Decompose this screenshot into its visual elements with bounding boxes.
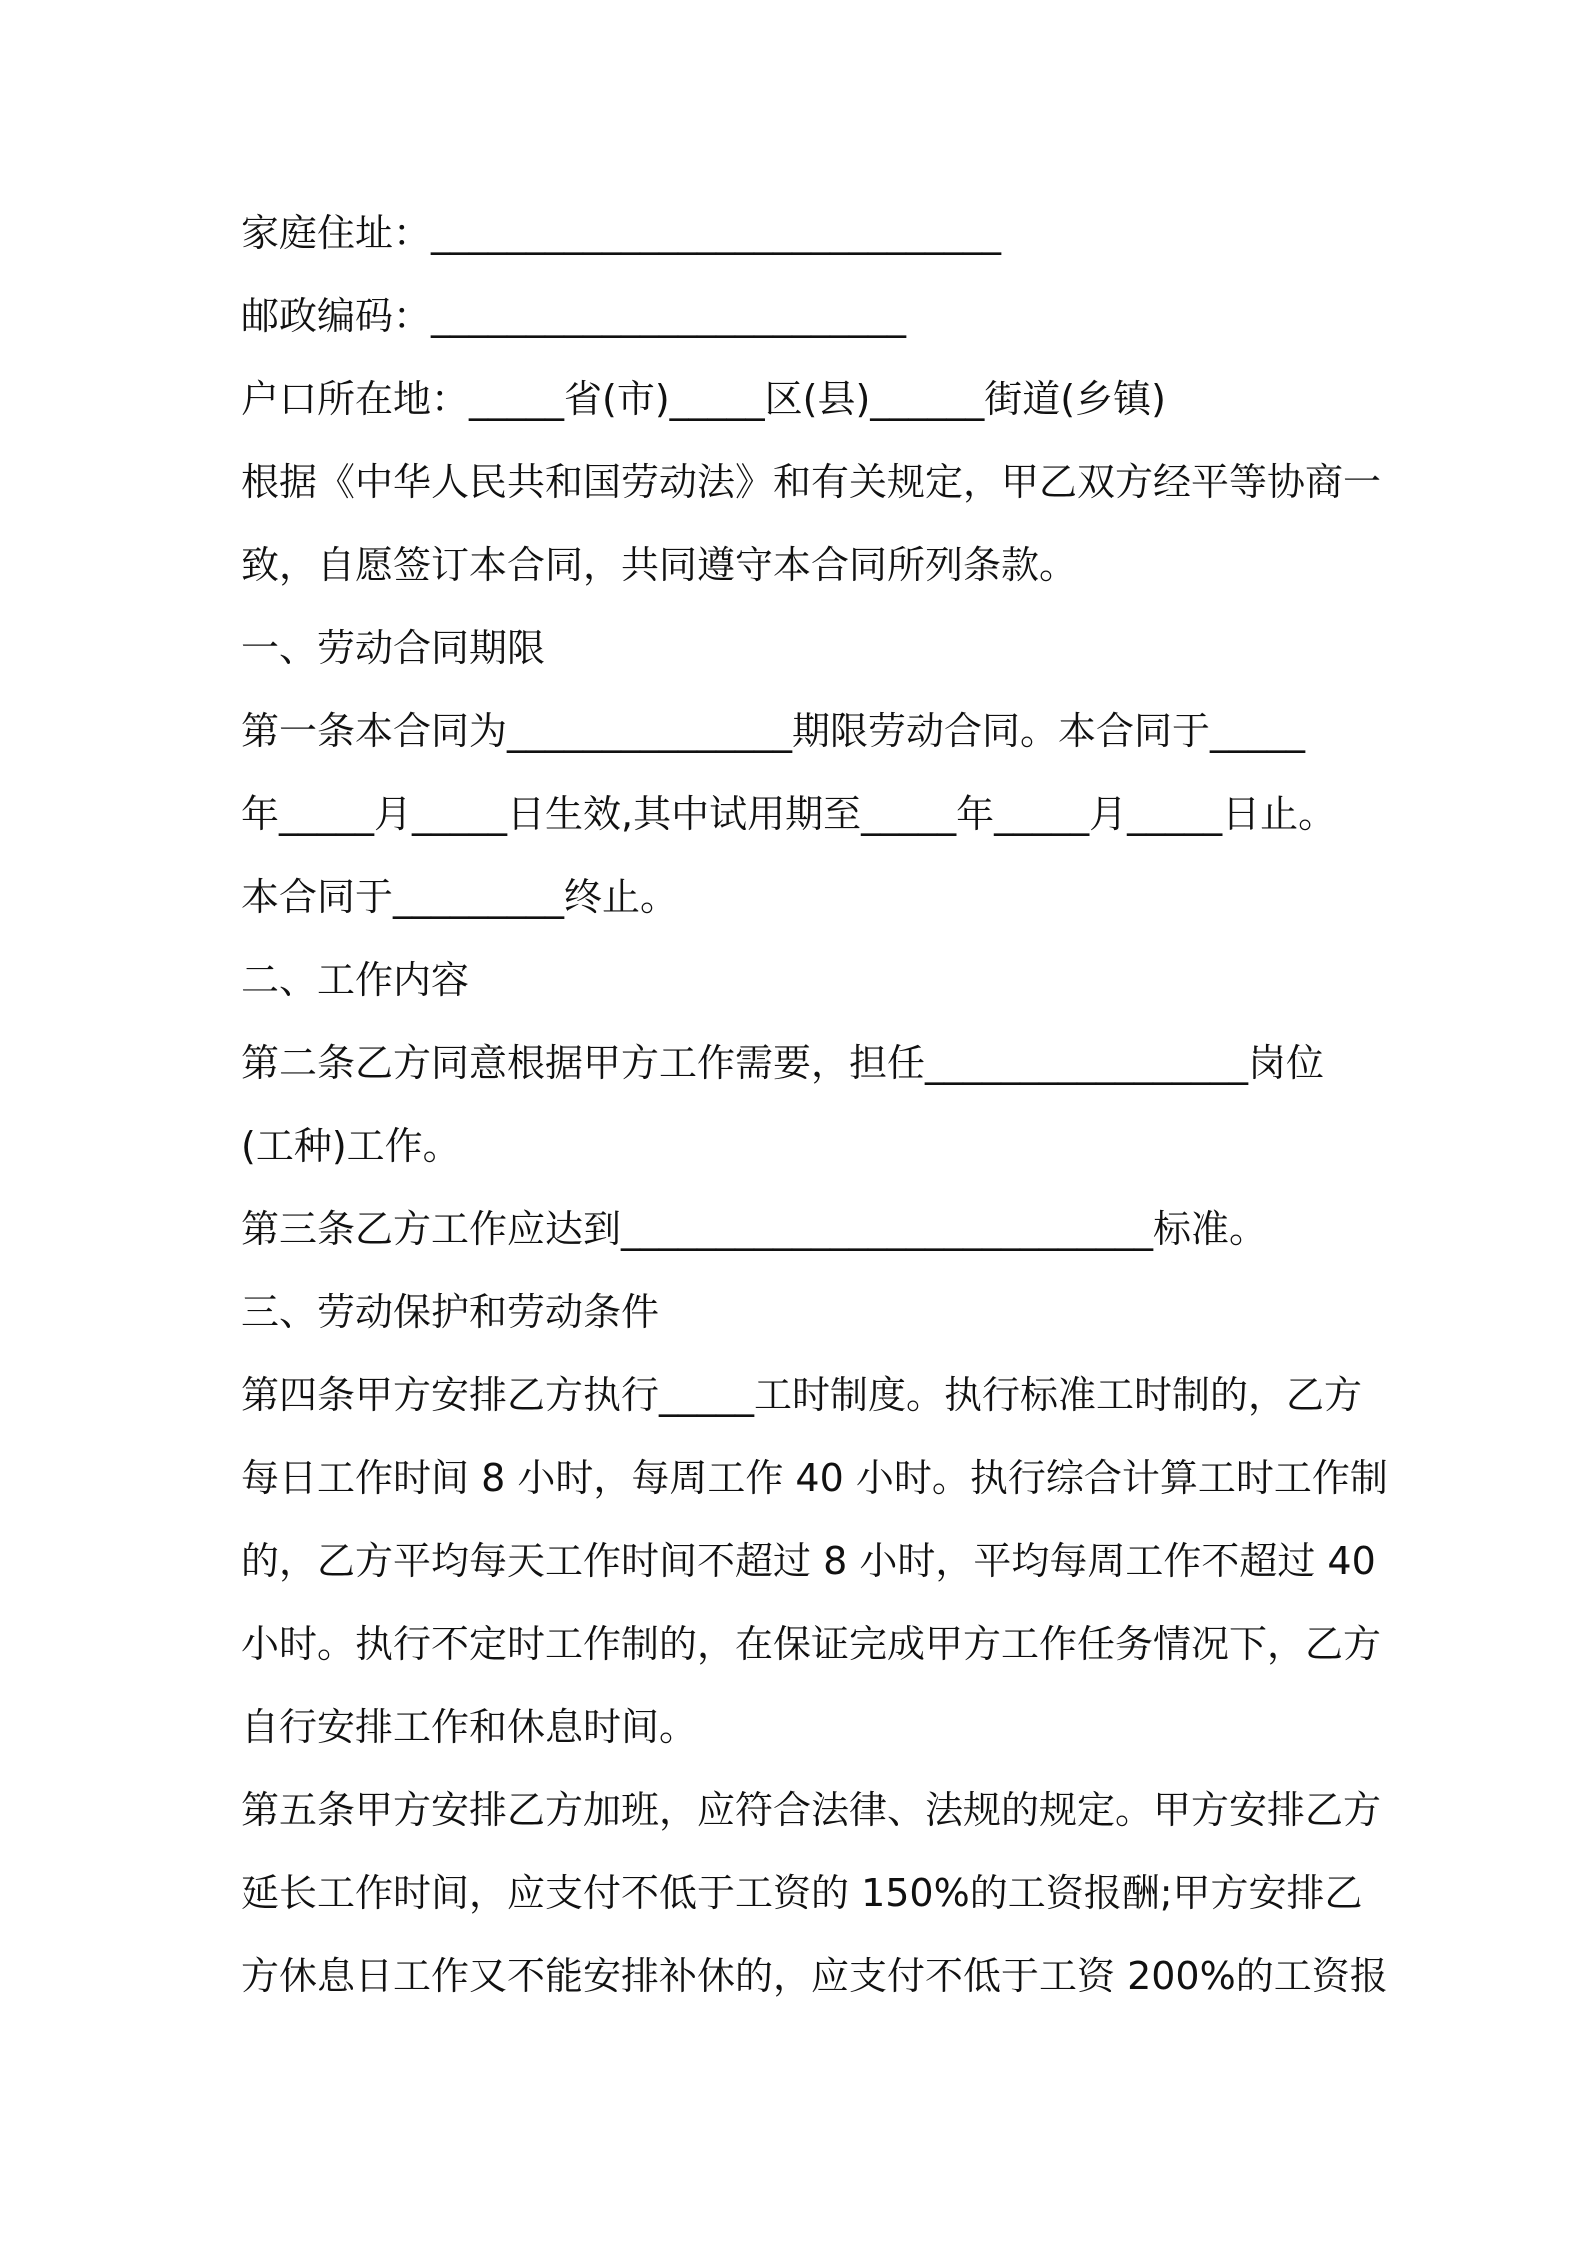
home-address-line: 家庭住址：______________________________	[241, 211, 1002, 255]
article-4-line-3: 的，乙方平均每天工作时间不超过 8 小时，平均每周工作不超过 40	[241, 1539, 1376, 1583]
article-4-line-2: 每日工作时间 8 小时，每周工作 40 小时。执行综合计算工时工作制	[241, 1456, 1388, 1500]
section-heading-3: 三、劳动保护和劳动条件	[241, 1290, 660, 1334]
article-2-line-1: 第二条乙方同意根据甲方工作需要，担任_________________岗位	[241, 1041, 1325, 1085]
article-1-line-3: 本合同于_________终止。	[241, 875, 679, 919]
section-heading-2: 二、工作内容	[241, 958, 470, 1002]
section-heading-1: 一、劳动合同期限	[241, 626, 546, 670]
preamble-line-1: 根据《中华人民共和国劳动法》和有关规定，甲乙双方经平等协商一	[241, 460, 1382, 504]
article-5-line-1: 第五条甲方安排乙方加班，应符合法律、法规的规定。甲方安排乙方	[241, 1788, 1382, 1832]
article-1-line-1: 第一条本合同为_______________期限劳动合同。本合同于_____	[241, 709, 1306, 753]
postal-code-line: 邮政编码：_________________________	[241, 294, 907, 338]
article-4-line-5: 自行安排工作和休息时间。	[241, 1705, 698, 1749]
article-4-line-4: 小时。执行不定时工作制的，在保证完成甲方工作任务情况下，乙方	[241, 1622, 1382, 1666]
article-2-line-2: (工种)工作。	[241, 1124, 461, 1168]
article-4-line-1: 第四条甲方安排乙方执行_____工时制度。执行标准工时制的，乙方	[241, 1373, 1363, 1417]
article-3-line: 第三条乙方工作应达到____________________________标准。	[241, 1207, 1268, 1251]
article-1-line-2: 年_____月_____日生效,其中试用期至_____年_____月_____日止。	[241, 792, 1337, 836]
article-5-line-2: 延长工作时间，应支付不低于工资的 150%的工资报酬;甲方安排乙	[241, 1871, 1363, 1915]
article-5-line-3: 方休息日工作又不能安排补休的，应支付不低于工资 200%的工资报	[241, 1954, 1388, 1998]
household-registration-line: 户口所在地：_____省(市)_____区(县)______街道(乡镇)	[241, 377, 1166, 421]
preamble-line-2: 致，自愿签订本合同，共同遵守本合同所列条款。	[241, 543, 1078, 587]
